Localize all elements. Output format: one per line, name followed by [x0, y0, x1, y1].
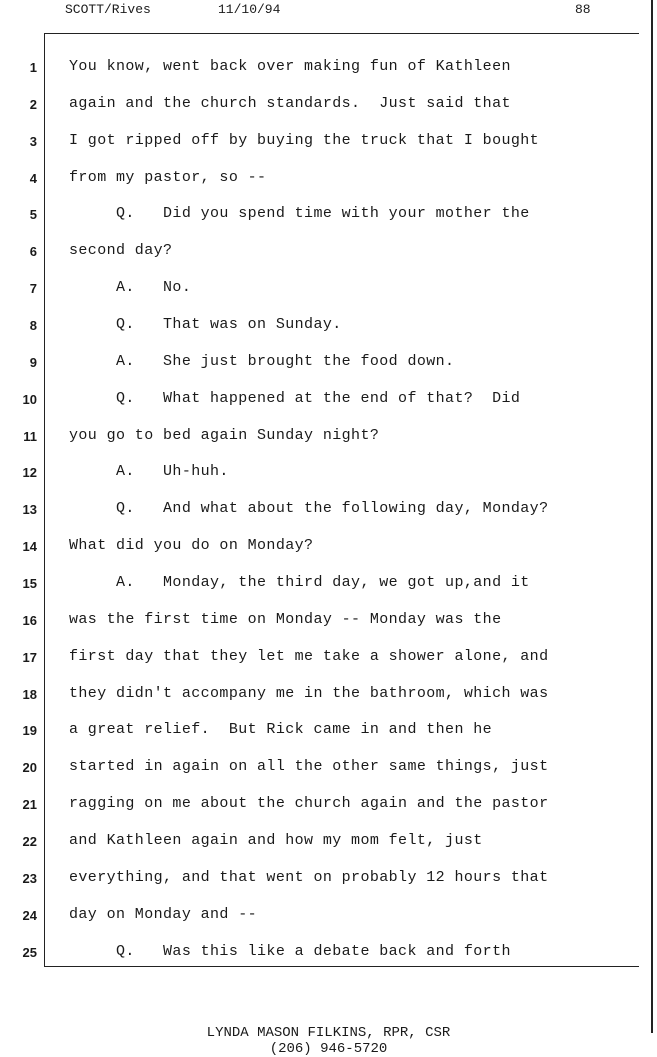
page-edge-rule: [651, 0, 653, 1033]
transcript-line: Q. And what about the following day, Monday?: [69, 500, 549, 518]
line-number: 10: [22, 391, 37, 407]
transcript-line: day on Monday and --: [69, 905, 258, 923]
line-number: 1: [29, 60, 37, 75]
transcript-line: everything, and that went on probably 12 hours that: [69, 868, 549, 886]
transcript-line: Q. That was on Sunday.: [69, 316, 342, 334]
line-number: 7: [29, 281, 37, 297]
line-number: 16: [22, 612, 37, 628]
transcript-line: from my pastor, so --: [69, 168, 267, 186]
transcript-line: I got ripped off by buying the truck that I bought: [69, 131, 540, 149]
line-number: 8: [29, 318, 37, 334]
line-number: 23: [22, 870, 37, 886]
line-number: 3: [29, 133, 37, 149]
transcript-line: A. Uh-huh.: [69, 463, 229, 481]
line-number: 17: [22, 649, 37, 665]
transcript-line: second day?: [69, 242, 173, 260]
transcript-line: they didn't accompany me in the bathroom, which was: [69, 684, 549, 702]
line-number: 24: [22, 907, 37, 923]
line-number: 18: [22, 686, 37, 702]
case-name: SCOTT/Rives: [65, 2, 151, 17]
transcript-line: was the first time on Monday -- Monday was the: [69, 610, 502, 628]
transcript-line: You know, went back over making fun of Kathleen: [69, 58, 511, 75]
transcript-frame: [22, 33, 639, 1057]
line-number: 14: [22, 539, 37, 555]
reporter-name: LYNDA MASON FILKINS, RPR, CSR: [206, 1025, 451, 1041]
reporter-phone: (206) 946-5720: [269, 1041, 388, 1057]
transcript-line: A. Monday, the third day, we got up,and it: [69, 574, 530, 592]
page-number: 88: [575, 2, 591, 17]
transcript-line: Q. Did you spend time with your mother the: [69, 205, 530, 223]
line-number: 19: [22, 723, 37, 739]
transcript-line: A. No.: [69, 279, 192, 297]
transcript-line: and Kathleen again and how my mom felt, just: [69, 832, 483, 850]
transcript-line: ragging on me about the church again and the pastor: [69, 795, 549, 813]
line-number: 6: [29, 244, 37, 260]
transcript-line: Q. Was this like a debate back and forth: [69, 942, 511, 960]
line-number: 9: [29, 354, 37, 370]
line-number: 21: [22, 797, 37, 813]
transcript-line: again and the church standards. Just said that: [69, 94, 511, 112]
line-number: 5: [29, 207, 37, 223]
line-number: 25: [22, 944, 37, 960]
line-number: 15: [22, 576, 37, 592]
line-number: 12: [22, 465, 37, 481]
transcript-line: you go to bed again Sunday night?: [69, 426, 380, 444]
transcript-line: a great relief. But Rick came in and then he: [69, 721, 493, 739]
transcript-line: What did you do on Monday?: [69, 537, 314, 555]
transcript-line: started in again on all the other same things, just: [69, 758, 549, 776]
line-number: 13: [22, 502, 37, 518]
line-number: 20: [22, 760, 37, 776]
transcript-line: first day that they let me take a shower alone, and: [69, 647, 549, 665]
transcript-line: A. She just brought the food down.: [69, 352, 455, 370]
transcript-line: Q. What happened at the end of that? Did: [69, 389, 521, 407]
line-number: 4: [29, 170, 37, 186]
hearing-date: 11/10/94: [218, 2, 281, 17]
line-number: 22: [22, 834, 37, 850]
line-number: 2: [29, 96, 37, 112]
line-number: 11: [23, 428, 37, 444]
